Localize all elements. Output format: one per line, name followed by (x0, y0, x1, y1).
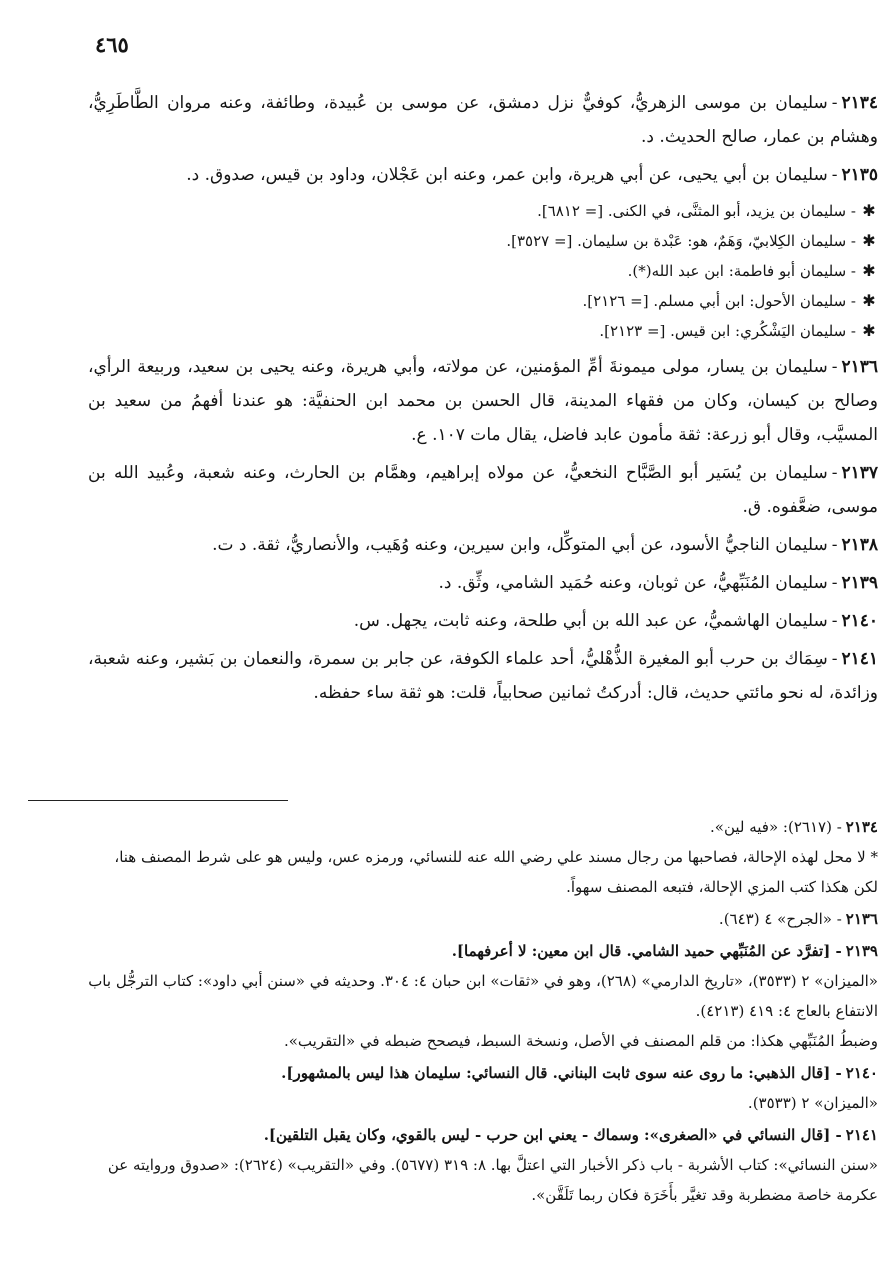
cross-reference: ✱- سليمان أبو فاطمة: ابن عبد الله(*). (88, 256, 878, 286)
footnote-2134: ٢١٣٤- (٢٦١٧): «فيه لين». * لا محل لهذه الإحالة، فصاحبها من رجال مسند علي رضي الله عنه للنسائي، ورمزه عس، وليس هو على شرط المصنف هنا، لكن هكذا كتب المزي الإحالة، فتبعه المصنف سهواً. (114, 818, 878, 896)
footnotes (88, 812, 878, 1212)
entry-2139: ٢١٣٩-سليمان المُنَبِّهيُّ، عن ثوبان، وعنه حُمَيد الشامي، وثِّق. د. (438, 573, 878, 593)
entry-number: ٢١٣٦ (841, 357, 878, 377)
asterisk-icon: ✱ (862, 291, 876, 310)
footnote-divider (28, 800, 288, 801)
entry-text: سليمان الهاشميُّ، عن عبد الله بن أبي طلحة، وعنه ثابت، يجهل. س. (353, 611, 828, 631)
entry-number: ٢١٤١ (841, 649, 878, 669)
page-number: ٤٦٥ (95, 32, 129, 57)
asterisk-icon: ✱ (862, 201, 876, 220)
entry-2138: ٢١٣٨-سليمان الناجيُّ الأسود، عن أبي المتوكِّل، وابن سيرين، وعنه وُهَيب، والأنصاريُّ، ثقة. د ت. (212, 535, 878, 555)
footnote-number: ٢١٣٦ (845, 910, 878, 928)
asterisk-icon: ✱ (862, 231, 876, 250)
entry-2135: ٢١٣٥-سليمان بن أبي يحيى، عن أبي هريرة، وابن عمر، وعنه ابن عَجْلان، وداود بن قيس، صدوق. د. (186, 165, 878, 185)
footnote-number: ٢١٤١ (845, 1126, 878, 1144)
entry-text: سليمان بن يُسَير أبو الصَّبَّاح النخعيُّ، عن مولاه إبراهيم، وهمَّام بن الحارث، وعنه شعبة، وعُبيد الله بن موسى، ضعَّفوه. ق. (88, 463, 878, 517)
entry-2137: ٢١٣٧-سليمان بن يُسَير أبو الصَّبَّاح النخعيُّ، عن مولاه إبراهيم، وهمَّام بن الحارث، وعنه شعبة، وعُبيد الله بن موسى، ضعَّفوه. ق. (88, 463, 878, 517)
entry-number: ٢١٣٧ (841, 463, 878, 483)
entry-number: ٢١٣٨ (841, 535, 878, 555)
cross-reference: ✱- سليمان الأحول: ابن أبي مسلم. [= ٢١٢٦]. (88, 286, 878, 316)
entry-number: ٢١٤٠ (841, 611, 878, 631)
footnote-2136: ٢١٣٦- «الجرح» ٤ (٦٤٣). (718, 910, 878, 928)
asterisk-icon: ✱ (862, 321, 876, 340)
footnote-number: ٢١٣٩ (845, 942, 878, 960)
asterisk-icon: ✱ (862, 261, 876, 280)
entry-text: سليمان الناجيُّ الأسود، عن أبي المتوكِّل، وابن سيرين، وعنه وُهَيب، والأنصاريُّ، ثقة. د ت. (212, 535, 828, 555)
entry-2136: ٢١٣٦-سليمان بن يسار، مولى ميمونةَ أمِّ المؤمنين، عن مولاته، وأبي هريرة، وعنه يحيى بن سعيد، وربيعة الرأي، وصالح بن كيسان، وكان من فقهاء المدينة، قال الحسن بن محمد ابن الحنفيَّة: هو عندنا أفهمُ من سعيد بن المسيَّب، وقال أبو زرعة: ثقة مأمون عابد فاضل، يقال مات ١٠٧. ع. (88, 357, 878, 445)
cross-reference: ✱- سليمان الكِلابيّ، وَهَمٌ، هو: عَبْدة بن سليمان. [= ٣٥٢٧]. (88, 226, 878, 256)
entry-text: سليمان بن موسى الزهريُّ، كوفيٌّ نزل دمشق، عن موسى بن عُبيدة، وطائفة، وعنه مروان الطَّاطَرِيُّ، وهشام بن عمار، صالح الحديث. د. (88, 93, 878, 147)
entry-text: سليمان بن يسار، مولى ميمونةَ أمِّ المؤمنين، عن مولاته، وأبي هريرة، وعنه يحيى بن سعيد، وربيعة الرأي، وصالح بن كيسان، وكان من فقهاء المدينة، قال الحسن بن محمد ابن الحنفيَّة: هو عندنا أفهمُ من سعيد بن المسيَّب، وقال أبو زرعة: ثقة مأمون عابد فاضل، يقال مات ١٠٧. ع. (88, 357, 878, 445)
entry-number: ٢١٣٤ (841, 93, 878, 113)
cross-reference-list (88, 196, 878, 346)
entry-2134: ٢١٣٤-سليمان بن موسى الزهريُّ، كوفيٌّ نزل دمشق، عن موسى بن عُبيدة، وطائفة، وعنه مروان الطَّاطَرِيُّ، وهشام بن عمار، صالح الحديث. د. (88, 93, 878, 147)
footnote-2141: ٢١٤١- [قال النسائي في «الصغرى»: وسماك - يعني ابن حرب - ليس بالقوي، وكان يقبل التلقين]. «سنن النسائي»: كتاب الأشربة - باب ذكر الأخبار التي اعتلَّ بها. ٨: ٣١٩ (٥٦٧٧). وفي «التقريب» (٢٦٢٤): «صدوق وروايته عن عكرمة خاصة مضطربة وقد تغيَّر بأَخَرَة فكان ربما تَلَقَّن». (107, 1126, 878, 1204)
footnote-2139: ٢١٣٩- [تفرَّد عن المُنَبِّهي حميد الشامي. قال ابن معين: لا أعرفهما]. «الميزان» ٢ (٣٥٣٣)، «تاريخ الدارمي» (٢٦٨)، وهو في «ثقات» ابن حبان ٤: ٣٠٤. وحديثه في «سنن أبي داود»: كتاب الترجُّل باب الانتفاع بالعاج ٤: ٤١٩ (٤٢١٣). وضبطُ المُنَبِّهي هكذا: من قلم المصنف في الأصل، ونسخة السبط، فيصحح ضبطه في «التقريب». (88, 942, 878, 1050)
footnote-2140: ٢١٤٠- [قال الذهبي: ما روى عنه سوى ثابت البناني. قال النسائي: سليمان هذا ليس بالمشهور]. «الميزان» ٢ (٣٥٣٣). (281, 1064, 878, 1112)
footnote-number: ٢١٤٠ (845, 1064, 878, 1082)
entry-text: سليمان بن أبي يحيى، عن أبي هريرة، وابن عمر، وعنه ابن عَجْلان، وداود بن قيس، صدوق. د. (186, 165, 828, 185)
main-text (88, 86, 878, 714)
entry-2140: ٢١٤٠-سليمان الهاشميُّ، عن عبد الله بن أبي طلحة، وعنه ثابت، يجهل. س. (353, 611, 878, 631)
entry-2141: ٢١٤١-سِمَاك بن حرب أبو المغيرة الذُّهْليُّ، أحد علماء الكوفة، عن جابر بن سمرة، والنعمان بن بَشير، وعنه شعبة، وزائدة، له نحو مائتي حديث، قال: أدركتُ ثمانين صحابياً، قلت: هو ثقة ساء حفظه. (88, 649, 878, 703)
entry-number: ٢١٣٥ (841, 165, 878, 185)
entry-number: ٢١٣٩ (841, 573, 878, 593)
cross-reference: ✱- سليمان بن يزيد، أبو المثنَّى، في الكنى. [= ٦٨١٢]. (88, 196, 878, 226)
entry-text: سِمَاك بن حرب أبو المغيرة الذُّهْليُّ، أحد علماء الكوفة، عن جابر بن سمرة، والنعمان بن بَشير، وعنه شعبة، وزائدة، له نحو مائتي حديث، قال: أدركتُ ثمانين صحابياً، قلت: هو ثقة ساء حفظه. (88, 649, 878, 703)
entry-text: سليمان المُنَبِّهيُّ، عن ثوبان، وعنه حُمَيد الشامي، وثِّق. د. (438, 573, 828, 593)
cross-reference: ✱- سليمان اليَشْكُري: ابن قيس. [= ٢١٢٣]. (88, 316, 878, 346)
footnote-number: ٢١٣٤ (845, 818, 878, 836)
